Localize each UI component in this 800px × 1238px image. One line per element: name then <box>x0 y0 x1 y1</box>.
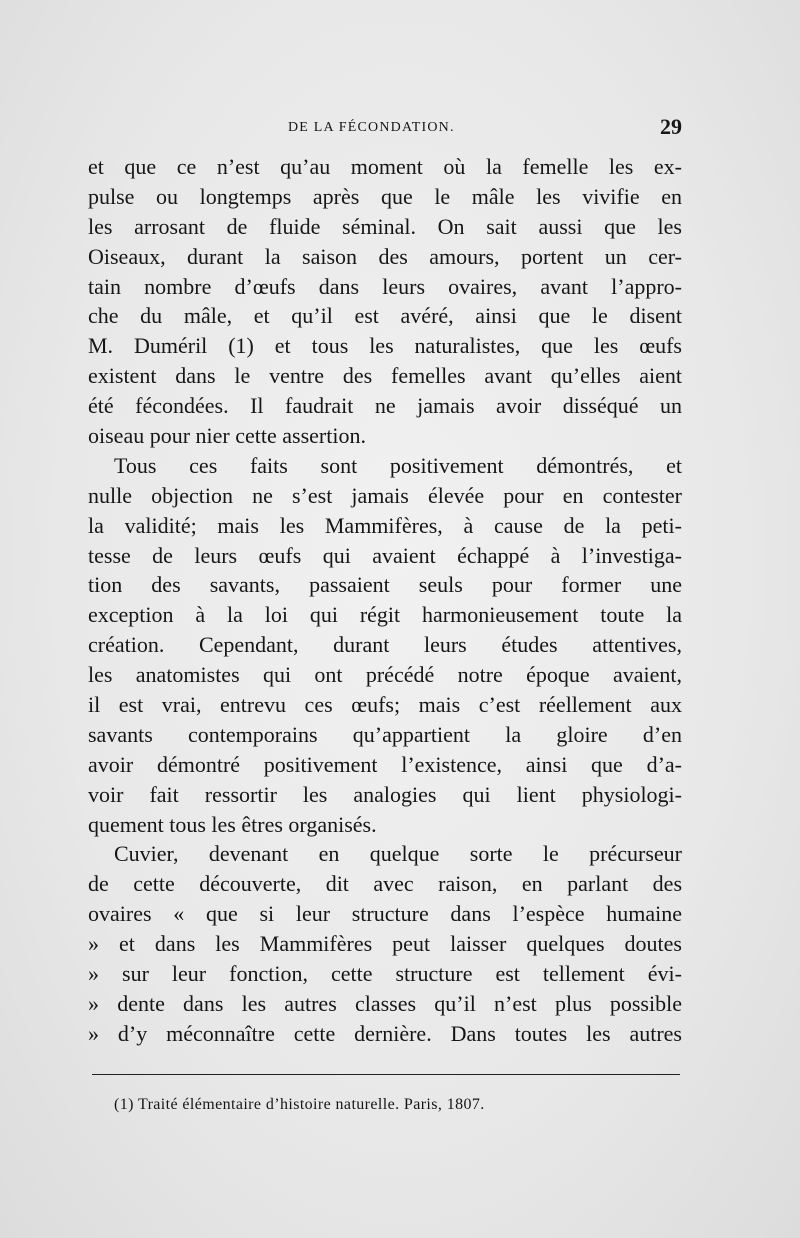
text-line: oiseau pour nier cette assertion. <box>88 423 366 449</box>
text-line: les arrosant de fluide séminal. On sait aussi que les <box>88 213 682 239</box>
text-line: che du mâle, et qu’il est avéré, ainsi que le disent <box>88 303 682 329</box>
body-text <box>88 152 682 1049</box>
text-line: de cette découverte, dit avec raison, en parlant des <box>88 871 682 897</box>
text-line: existent dans le ventre des femelles avant qu’elles aient <box>88 363 682 389</box>
running-title: DE LA FÉCONDATION. <box>288 120 455 135</box>
text-line: il est vrai, entrevu ces œufs; mais c’est réellement aux <box>88 692 682 718</box>
paragraph-start: Tous ces faits sont positivement démontrés, et <box>114 452 682 478</box>
running-head <box>88 114 682 142</box>
text-line: quement tous les êtres organisés. <box>88 811 377 837</box>
text-line: ovaires « que si leur structure dans l’espèce humaine <box>88 901 682 927</box>
page-number: 29 <box>660 114 682 139</box>
text-line: tion des savants, passaient seuls pour former une <box>88 572 682 598</box>
text-line: M. Duméril (1) et tous les naturalistes, que les œufs <box>88 333 682 359</box>
text-line: » d’y méconnaître cette dernière. Dans toutes les autres <box>88 1020 682 1046</box>
text-line: » dente dans les autres classes qu’il n’est plus possible <box>88 990 682 1016</box>
footnote-rule <box>92 1074 680 1075</box>
text-line: » et dans les Mammifères peut laisser quelques doutes <box>88 931 682 957</box>
text-line: avoir démontré positivement l’existence, ainsi que d’a- <box>88 751 682 777</box>
text-line: été fécondées. Il faudrait ne jamais avoir disséqué un <box>88 393 682 419</box>
text-line: pulse ou longtemps après que le mâle les vivifie en <box>88 183 682 209</box>
text-line: » sur leur fonction, cette structure est tellement évi- <box>88 961 682 987</box>
text-line: savants contemporains qu’appartient la gloire d’en <box>88 721 682 747</box>
text-line: nulle objection ne s’est jamais élevée pour en contester <box>88 482 682 508</box>
footnote: (1) Traité élémentaire d’histoire naturelle. Paris, 1807. <box>114 1096 485 1113</box>
text-line: et que ce n’est qu’au moment où la femelle les ex- <box>88 154 682 179</box>
text-line: création. Cependant, durant leurs études attentives, <box>88 632 682 658</box>
text-line: Oiseaux, durant la saison des amours, portent un cer- <box>88 243 682 269</box>
paragraph-start: Cuvier, devenant en quelque sorte le précurseur <box>114 841 682 867</box>
text-line: les anatomistes qui ont précédé notre époque avaient, <box>88 662 682 688</box>
text-line: voir fait ressortir les analogies qui lient physiologi- <box>88 781 682 807</box>
text-line: tesse de leurs œufs qui avaient échappé à l’investiga- <box>88 542 682 568</box>
text-line: tain nombre d’œufs dans leurs ovaires, avant l’appro- <box>88 273 682 299</box>
text-line: la validité; mais les Mammifères, à cause de la peti- <box>88 512 682 538</box>
text-line: exception à la loi qui régit harmonieusement toute la <box>88 602 682 628</box>
